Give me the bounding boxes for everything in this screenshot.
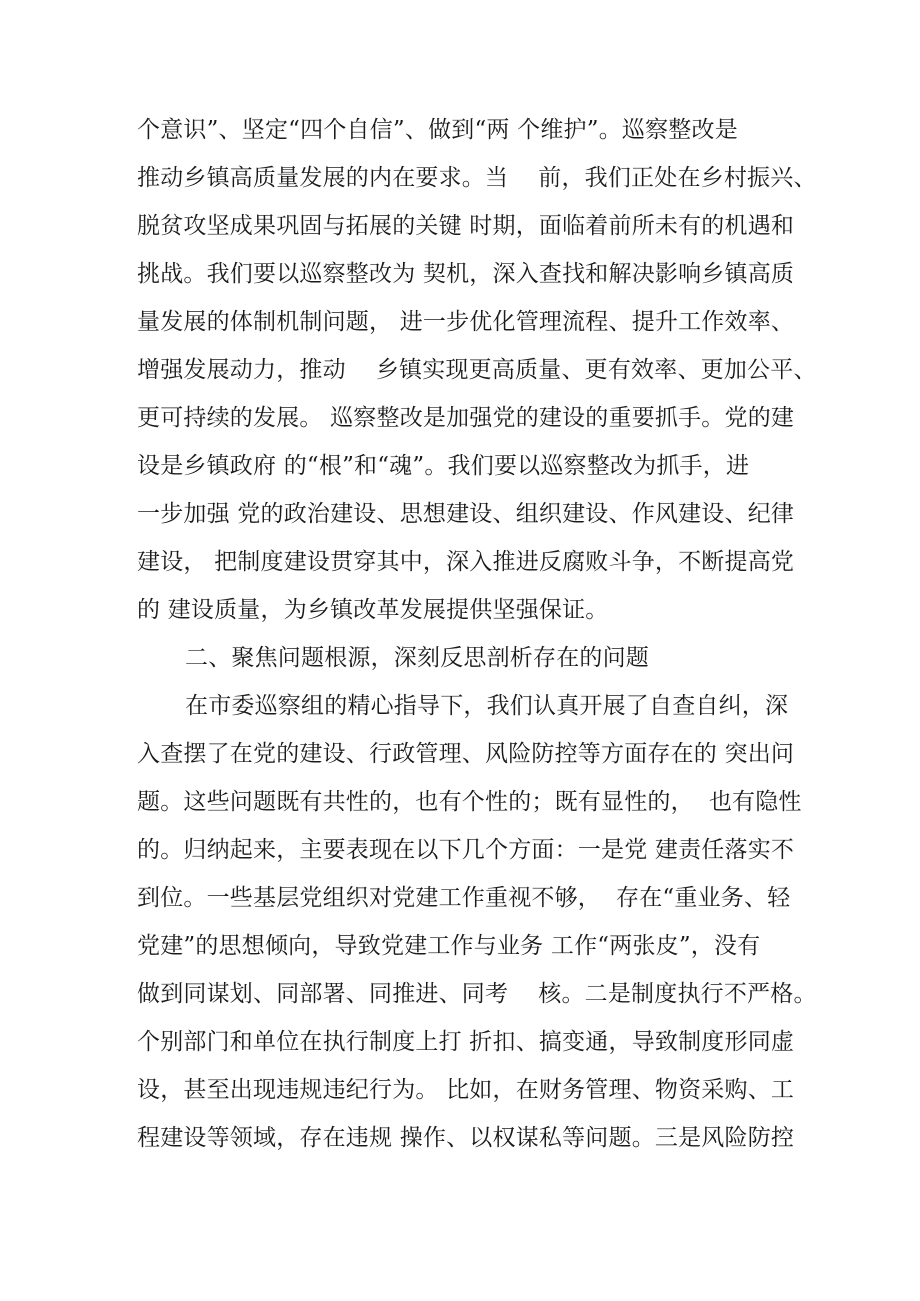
paragraph-line: 量发展的体制机制问题， 进一步优化管理流程、提升工作效率、 <box>137 309 795 335</box>
paragraph-line: 入查摆了在党的建设、行政管理、风险防控等方面存在的 突出问 <box>137 741 795 767</box>
paragraph-line: 推动乡镇高质量发展的内在要求。当 前，我们正处在乡村振兴、 <box>137 165 817 191</box>
paragraph-line: 建设， 把制度建设贯穿其中，深入推进反腐败斗争，不断提高党 <box>137 549 795 575</box>
paragraph-line: 增强发展动力，推动 乡镇实现更高质量、更有效率、更加公平、 <box>137 357 817 383</box>
paragraph-line: 的 建设质量，为乡镇改革发展提供坚强保证。 <box>137 597 609 623</box>
paragraph-line: 程建设等领域，存在违规 操作、以权谋私等问题。三是风险防控 <box>137 1125 795 1151</box>
paragraph-line: 党建”的思想倾向，导致党建工作与业务 工作“两张皮”，没有 <box>137 933 761 959</box>
paragraph-line: 挑战。我们要以巡察整改为 契机，深入查找和解决影响乡镇高质 <box>137 261 795 287</box>
paragraph-line: 一步加强 党的政治建设、思想建设、组织建设、作风建设、纪律 <box>137 501 795 527</box>
paragraph-line: 个别部门和单位在执行制度上打 折扣、搞变通，导致制度形同虚 <box>137 1029 795 1055</box>
paragraph-line: 更可持续的发展。 巡察整改是加强党的建设的重要抓手。党的建 <box>137 405 795 431</box>
paragraph-line: 题。这些问题既有共性的，也有个性的；既有显性的， 也有隐性 <box>137 789 802 815</box>
paragraph-line: 的。归纳起来，主要表现在以下几个方面：一是党 建责任落实不 <box>137 837 795 863</box>
paragraph-line: 个意识”、坚定“四个自信”、做到“两 个维护”。巡察整改是 <box>137 117 738 143</box>
paragraph-line: 在市委巡察组的精心指导下，我们认真开展了自查自纠，深 <box>185 693 789 719</box>
paragraph-line: 做到同谋划、同部署、同推进、同考 核。二是制度执行不严格。 <box>137 981 817 1007</box>
paragraph-line: 设是乡镇政府 的“根”和“魂”。我们要以巡察整改为抓手，进 <box>137 453 750 479</box>
paragraph-line: 到位。一些基层党组织对党建工作重视不够， 存在“重业务、轻 <box>137 885 791 911</box>
paragraph-line: 脱贫攻坚成果巩固与拓展的关键 时期，面临着前所未有的机遇和 <box>137 213 795 239</box>
section-heading: 二、聚焦问题根源，深刻反思剖析存在的问题 <box>185 645 649 671</box>
paragraph-line: 设，甚至出现违规违纪行为。 比如，在财务管理、物资采购、工 <box>137 1077 795 1103</box>
